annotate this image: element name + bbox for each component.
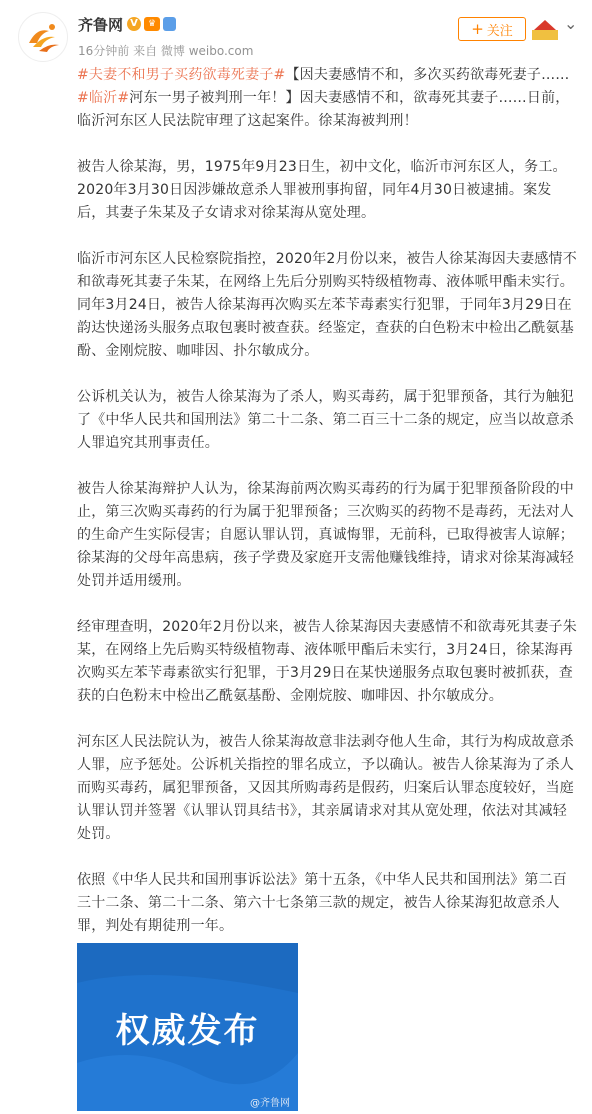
paragraph-text: 【因夫妻感情不和，多次买药欲毒死妻子…… <box>285 67 570 83</box>
post-paragraph-6: 经审理查明，2020年2月份以来，被告人徐某海因夫妻感情不和欲毒死其妻子朱某，在网络上先后购买特级植物毒、液体哌甲酯后未实行，3月24日，徐某海再次购买左苯苄毒素欲实行犯罪，于3月29日在某快递服务点取包裹时被抓获，查获的白色粉末中检出乙酰氨基酚、金刚烷胺、咖啡因、扑尔敏成分。 <box>77 619 577 704</box>
avatar[interactable] <box>18 12 68 62</box>
vip-badge-icon[interactable]: ♛ <box>144 17 160 31</box>
post-paragraph-2: 被告人徐某海，男，1975年9月23日生，初中文化，临沂市河东区人，务工。2020年3月30日因涉嫌故意杀人罪被刑事拘留，同年4月30日被逮捕。案发后，其妻子朱某及子女请求对徐某海从宽处理。 <box>77 159 567 221</box>
post-paragraph-7: 河东区人民法院认为，被告人徐某海故意非法剥夺他人生命，其行为构成故意杀人罪，应予惩处。公诉机关指控的罪名成立，予以确认。被告人徐某海为了杀人而购买毒药，属犯罪预备，又因其所购毒药是假药，归案后认罪态度较好，当庭认罪认罚并签署《认罪认罚具结书》，其亲属请求对其从宽处理，依法对其减轻处罚。 <box>77 734 574 842</box>
verified-v-icon: V <box>127 17 141 31</box>
post-header <box>0 0 592 66</box>
post-paragraph-8: 依照《中华人民共和国刑事诉讼法》第十五条，《中华人民共和国刑法》第二百三十二条、第二十二条、第六十七条第三款的规定，被告人徐某海犯故意杀人罪，判处有期徒刑一年。 <box>77 872 567 934</box>
post-image[interactable] <box>77 943 298 1111</box>
topic-link[interactable]: #临沂# <box>77 90 130 106</box>
paragraph-text: 河东一男子被判刑一年！】因夫妻感情不和，欲毒死其妻子……日前，临沂河东区人民法院审理了这起案件。徐某海被判刑！ <box>77 90 570 129</box>
chevron-down-icon[interactable]: ⌄ <box>564 14 578 33</box>
image-title: 权威发布 <box>115 1011 260 1051</box>
topic-link[interactable]: #夫妻不和男子买药欲毒死妻子# <box>77 67 286 83</box>
post-paragraph-5: 被告人徐某海辩护人认为，徐某海前两次购买毒药的行为属于犯罪预备阶段的中止，第三次购买毒药的行为属于犯罪预备；三次购买的药物不是毒药，无法对人的生命产生实际侵害；自愿认罪认罚，真诚悔罪，无前科，已取得被害人谅解；徐某海的父母年高患病，孩子学费及家庭开支需他赚钱维持，请求对徐某海减轻处罚并适用缓刑。 <box>77 481 574 589</box>
post-paragraph-1 <box>77 64 577 133</box>
qilu-logo-icon <box>19 13 67 61</box>
follow-button[interactable] <box>458 17 526 41</box>
plus-icon: + <box>471 20 484 38</box>
post-paragraph-4: 公诉机关认为，被告人徐某海为了杀人，购买毒药，属于犯罪预备，其行为触犯了《中华人民共和国刑法》第二十二条、第二百三十二条的规定，应当以故意杀人罪追究其刑事责任。 <box>77 389 574 451</box>
post-meta: 16分钟前 来自 微博 weibo.com <box>78 44 254 58</box>
post-body <box>77 64 577 938</box>
image-watermark: @齐鲁网 <box>250 1098 290 1109</box>
decoration-flag-icon <box>530 14 560 44</box>
follow-label: 关注 <box>486 23 513 39</box>
name-row <box>78 12 176 36</box>
member-badge-icon[interactable] <box>163 17 176 31</box>
post-paragraph-3: 临沂市河东区人民检察院指控，2020年2月份以来，被告人徐某海因夫妻感情不和欲毒死其妻子朱某，在网络上先后分别购买特级植物毒、液体哌甲酯未实行。同年3月24日，被告人徐某海再次购买左苯苄毒素实行犯罪，于同年3月29日在韵达快递汤头服务点取包裹时被查获。经鉴定，查获的白色粉末中检出乙酰氨基酚、金刚烷胺、咖啡因、扑尔敏成分。 <box>77 251 577 359</box>
author-name[interactable]: 齐鲁网 <box>78 15 124 34</box>
